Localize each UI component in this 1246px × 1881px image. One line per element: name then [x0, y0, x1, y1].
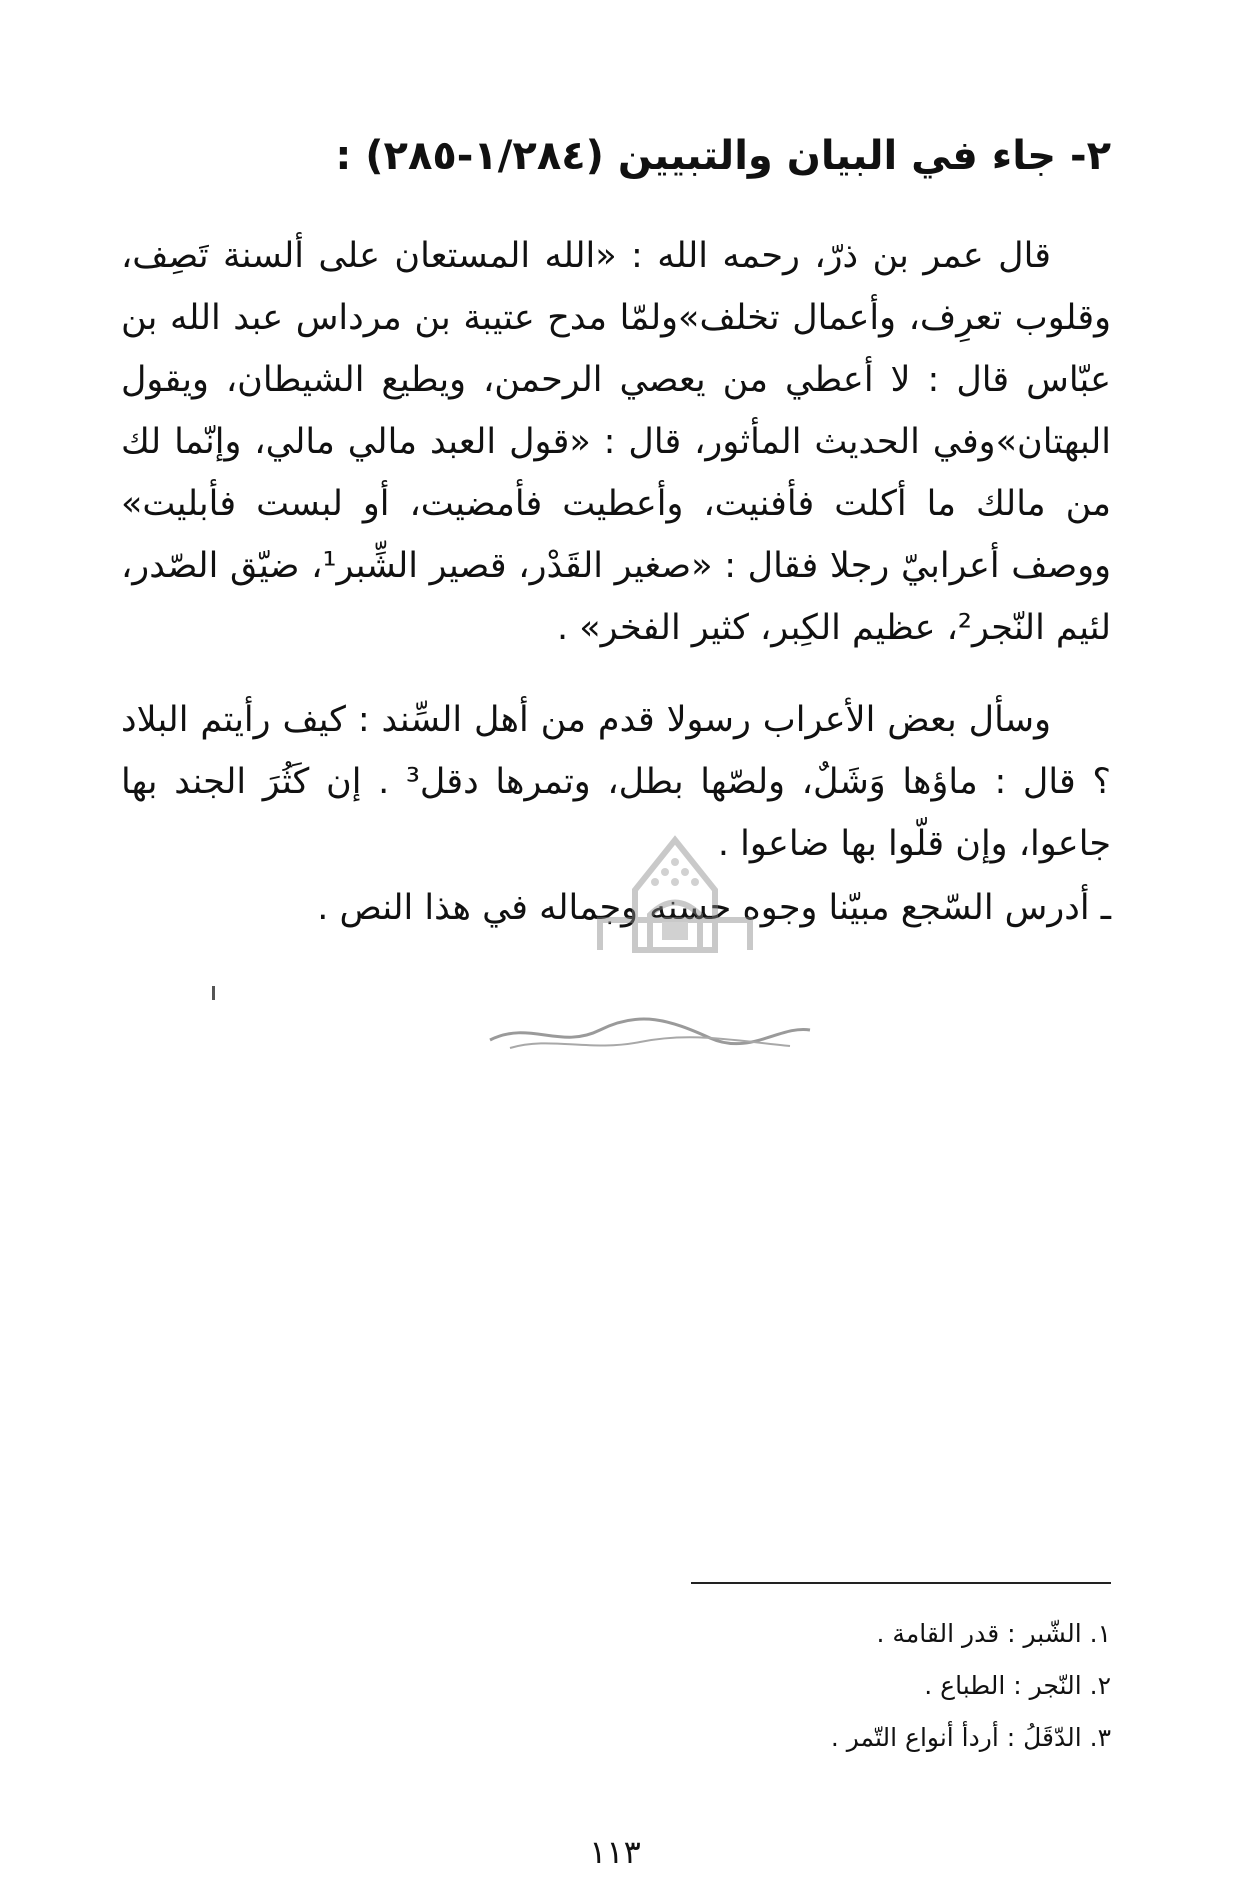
- page-number: ١١٣: [589, 1833, 641, 1871]
- footnote-separator: [691, 1582, 1111, 1584]
- body-paragraph-1: قال عمر بن ذرّ، رحمه الله : «الله المستعان على ألسنة تَصِف، وقلوب تعرِف، وأعمال تخلف»ولمّا مدح عتيبة بن مرداس عبد الله بن عبّاس قال : لا أعطي من يعصي الرحمن، ويطيع الشيطان، ويقول البهتان»وفي الحديث المأثور، قال : «قول العبد مالي مالي، وإنّما لك من مالك ما أكلت فأفنيت، وأعطيت فأمضيت، أو لبست فأبليت» ووصف أعرابيّ رجلا فقال : «صغير القَدْر، قصير الشِّبر¹، ضيّق الصّدر، لئيم النّجر²، عظيم الكِبر، كثير الفخر» .: [121, 236, 1111, 648]
- footnotes: [511, 1608, 1111, 1764]
- margin-mark: [212, 986, 215, 1000]
- footnote-3: ٣. الدّقَلُ : أردأ أنواع التّمر .: [830, 1723, 1111, 1752]
- footnote-1: ١. الشّبر : قدر القامة .: [876, 1619, 1111, 1648]
- footnote-2: ٢. النّجر : الطباع .: [924, 1671, 1111, 1700]
- body-paragraph-2: وسأل بعض الأعراب رسولا قدم من أهل السِّند : كيف رأيتم البلاد ؟ قال : ماؤها وَشَلٌ، ولصّها بطل، وتمرها دقل³ . إن كَثُرَ الجند بها جاعوا، وإن قلّوا بها ضاعوا .: [121, 700, 1111, 864]
- watermark-caption: [470, 1000, 830, 1060]
- exercise-instruction: ـ أدرس السّجع مبيّنا وجوه حسنه وجماله في هذا النص .: [317, 888, 1111, 928]
- section-heading: ٢- جاء في البيان والتبيين (١/٢٨٤-٢٨٥) :: [335, 133, 1111, 179]
